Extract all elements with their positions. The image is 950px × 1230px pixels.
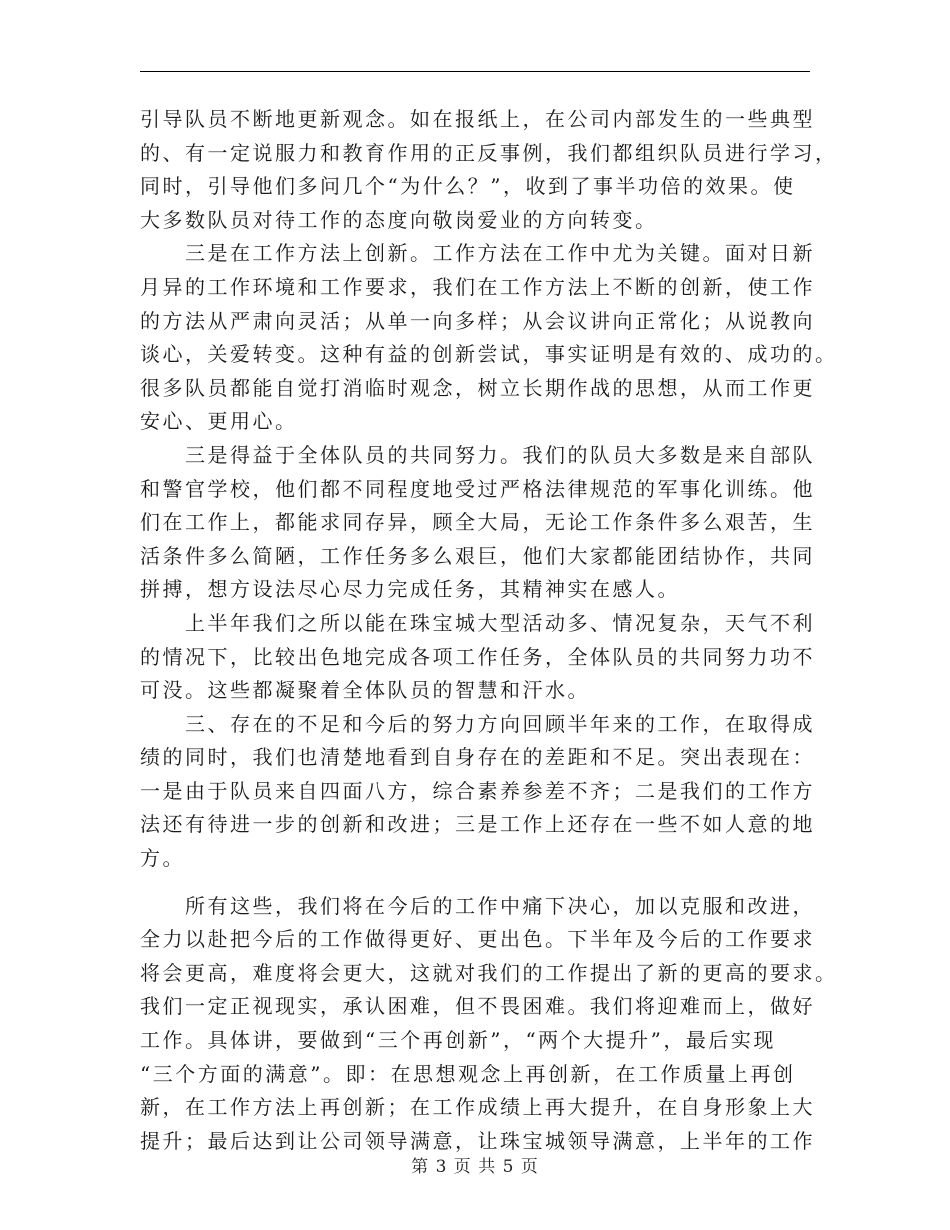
header-rule xyxy=(140,71,810,72)
text-line: 月异的工作环境和工作要求，我们在工作方法上不断的创新，使工作 xyxy=(140,274,815,299)
document-body xyxy=(140,103,838,1158)
text-line: 拼搏，想方设法尽心尽力完成任务，其精神实在感人。 xyxy=(140,577,680,602)
paragraph-gap xyxy=(140,876,810,890)
text-line: 新，在工作方法上再创新；在工作成绩上再大提升，在自身形象上大 xyxy=(140,1095,815,1120)
text-line: 安心、更用心。 xyxy=(140,409,298,434)
text-line: 一是由于队员来自四面八方，综合素养参差不齐；二是我们的工作方 xyxy=(140,778,815,803)
page-number: 第 3 页 共 5 页 xyxy=(411,1157,539,1177)
text-line: 活条件多么简陋，工作任务多么艰巨，他们大家都能团结协作，共同 xyxy=(140,543,815,568)
text-line: 三、存在的不足和今后的努力方向回顾半年来的工作，在取得成 xyxy=(140,711,815,736)
text-line: 我们一定正视现实，承认困难，但不畏困难。我们将迎难而上，做好 xyxy=(140,994,815,1019)
text-line: 们在工作上，都能求同存异，顾全大局，无论工作条件多么艰苦，生 xyxy=(140,510,815,535)
text-line: 三是在工作方法上创新。工作方法在工作中尤为关键。面对日新 xyxy=(140,241,815,266)
text-line: 很多队员都能自觉打消临时观念，树立长期作战的思想，从而工作更 xyxy=(140,375,815,400)
text-line: 的情况下，比较出色地完成各项工作任务，全体队员的共同努力功不 xyxy=(140,644,815,669)
text-line: 三是得益于全体队员的共同努力。我们的队员大多数是来自部队 xyxy=(140,442,815,467)
text-line: “三个方面的满意”。即：在思想观念上再创新，在工作质量上再创 xyxy=(140,1061,796,1086)
text-line: 谈心，关爱转变。这种有益的创新尝试，事实证明是有效的、成功的。 xyxy=(140,342,838,367)
text-line: 上半年我们之所以能在珠宝城大型活动多、情况复杂，天气不利 xyxy=(140,610,815,635)
text-line: 大多数队员对待工作的态度向敬岗爱业的方向转变。 xyxy=(140,207,658,232)
text-line: 方。 xyxy=(140,846,185,871)
text-line: 的、有一定说服力和教育作用的正反事例，我们都组织队员进行学习， xyxy=(140,140,838,165)
text-line: 同时，引导他们多问几个“为什么？”，收到了事半功倍的效果。使 xyxy=(140,174,796,199)
text-line: 所有这些，我们将在今后的工作中痛下决心，加以克服和改进， xyxy=(140,893,815,918)
text-line: 法还有待进一步的创新和改进；三是工作上还存在一些不如人意的地 xyxy=(140,812,815,837)
text-line: 引导队员不断地更新观念。如在报纸上，在公司内部发生的一些典型 xyxy=(140,107,815,131)
text-line: 全力以赴把今后的工作做得更好、更出色。下半年及今后的工作要求 xyxy=(140,927,815,952)
text-line: 提升；最后达到让公司领导满意，让珠宝城领导满意，上半年的工作 xyxy=(140,1128,815,1153)
text-line: 和警官学校，他们都不同程度地受过严格法律规范的军事化训练。他 xyxy=(140,476,815,501)
text-line: 绩的同时，我们也清楚地看到自身存在的差距和不足。突出表现在： xyxy=(140,745,815,770)
text-line: 可没。这些都凝聚着全体队员的智慧和汗水。 xyxy=(140,678,590,703)
text-line: 将会更高，难度将会更大，这就对我们的工作提出了新的更高的要求。 xyxy=(140,960,838,985)
page-footer xyxy=(0,1152,950,1177)
text-line: 工作。具体讲，要做到“三个再创新”，“两个大提升”，最后实现 xyxy=(140,1028,776,1053)
text-line: 的方法从严肃向灵活；从单一向多样；从会议讲向正常化；从说教向 xyxy=(140,308,815,333)
